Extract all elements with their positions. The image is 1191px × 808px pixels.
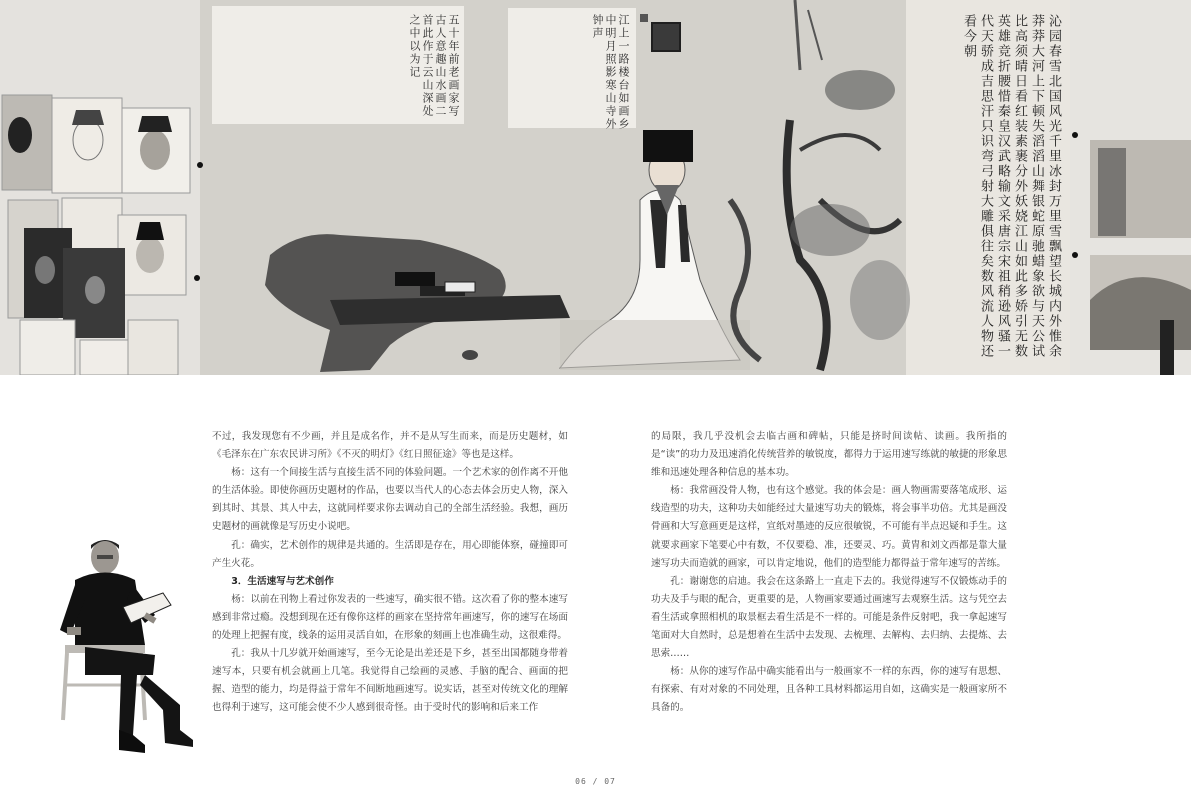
section-heading: 3．生活速写与艺术创作	[231, 575, 334, 587]
scroll-calligraphy-middle: 江上一路楼台如画乡中明月照影寒山寺外钟声	[591, 14, 630, 131]
article-column-left	[212, 428, 568, 718]
paragraph: 孔：确实，艺术创作的规律是共通的。生活即是存在，用心即能体察，碰撞即可产生火花。	[212, 539, 568, 569]
paragraph: 杨：我常画没骨人物，也有这个感觉。我的体会是：画人物画需要落笔成形、运线造型的功夫，这种功夫如能经过大量速写功夫的锻炼，将会事半功倍。尤其是画没骨画和大写意画更是这样，宣纸对墨迹的反应很敏锐，不可能有半点迟疑和手生。这就要求画家下笔要心中有数，不仅要稳、准，还要灵、巧。黄胄和刘文西都是靠大量速写功夫而造就的画家，可以肯定地说，他们的造型能力都得益于常年速写的苦练。	[651, 485, 1007, 569]
seated-reader-photo	[45, 535, 195, 760]
paragraph: 孔：我从十几岁就开始画速写，至今无论是出差还是下乡，甚至出国都随身带着速写本，只要有机会就画上几笔。我觉得自己绘画的灵感、手脑的配合、画面的把握、造型的能力，均是得益于常年不间断地画速写。说实话，甚至对传统文化的理解也得利于速写，这可能会使不少人感到很奇怪。由于受时代的影响和后来工作	[212, 648, 568, 714]
scroll-calligraphy-right: 沁园春雪北国风光千里冰封万里雪飘望长城内外惟余莽莽大河上下顿失滔滔山舞银蛇原驰蜡象欲与天公试比高须晴日看红装素裹分外妖娆江山如此多娇引无数英雄竞折腰惜秦皇汉武略输文采唐宗宋祖稍逊风骚一代天骄成吉思汗只识弯弓射大雕俱往矣数风流人物还看今朝	[961, 14, 1061, 359]
page-number: 06 / 07	[575, 777, 616, 786]
paragraph: 的局限，我几乎没机会去临古画和碑帖，只能是挤时间读帖、读画。我所指的是“读”的功力及迅速消化传统营养的敏锐度，都得力于运用速写练就的敏捷的形象思维和迅速处理各种信息的基本功。	[651, 431, 1007, 479]
paragraph: 杨：从你的速写作品中确实能看出与一般画家不一样的东西，你的速写有思想、有探索、有对对象的不同处理，且各种工具材料都运用自如，这确实是一般画家所不具备的。	[651, 666, 1007, 714]
seal-stamp-small	[640, 14, 648, 22]
seal-stamp	[651, 22, 681, 52]
paragraph: 孔：谢谢您的启迪。我会在这条路上一直走下去的。我觉得速写不仅锻炼动手的功夫及手与眼的配合，更重要的是，人物画家要通过画速写去观察生活。这与凭空去看生活或拿照相机的取景框去看生活是不一样的。可能是条件反射吧，我一拿起速写笔面对大自然时，总是想着在生活中去发现、去梳理、去解构、去归纳、去提炼、去思索……	[651, 575, 1007, 660]
paragraph: 杨：这有一个间接生活与直接生活不同的体验问题。一个艺术家的创作离不开他的生活体验。即使你画历史题材的作品，也要以当代人的心态去体会历史人物，深入到其时、其景、其人中去，这就同样要求你去调动自己的全部生活经验。我想，画历史题材的画就像是写历史小说吧。	[212, 467, 568, 533]
article-column-right	[651, 428, 1007, 718]
paragraph: 不过，我发现您有不少画，并且是成名作，并不是从写生而来，而是历史题材，如《毛泽东在广东农民讲习所》《不灭的明灯》《红日照征途》等也是这样。	[212, 431, 568, 461]
scroll-calligraphy-left: 五十年前老画家写古人意趣山水画二首此作于云山深处之中以为记	[408, 14, 460, 118]
paragraph: 杨：以前在刊物上看过你发表的一些速写，确实很不错。这次看了你的整本速写感到非常过瘾。没想到现在还有像你这样的画家在坚持常年画速写，你的速写在场面的处理上把握有度，线条的运用灵活自如，在形象的刻画上也准确生动，这很难得。	[212, 593, 568, 642]
studio-photo	[0, 0, 1191, 375]
